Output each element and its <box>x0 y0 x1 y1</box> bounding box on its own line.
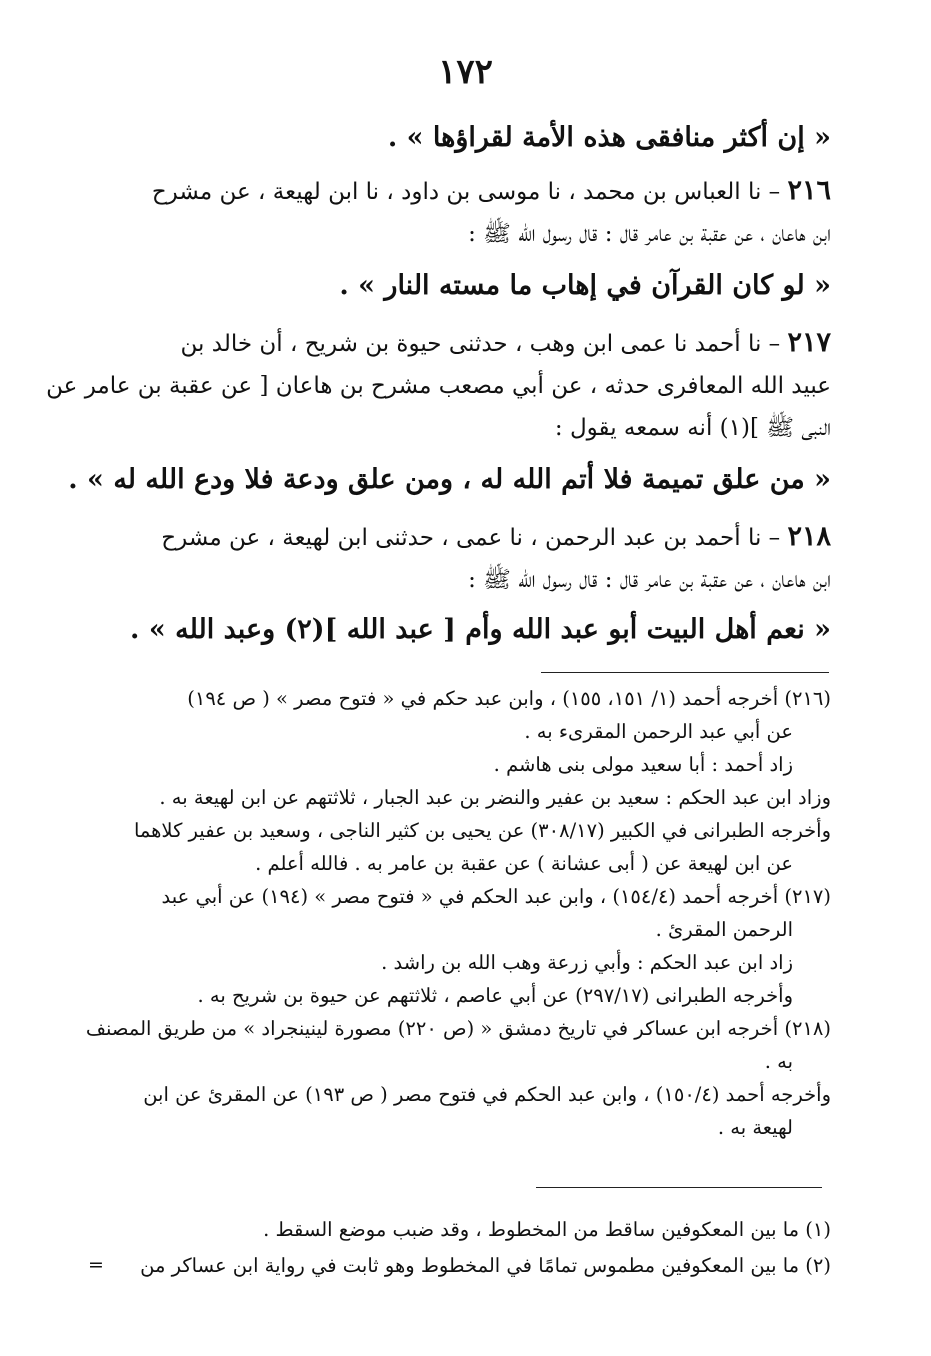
note-line: عن ابن لهيعة عن ( أبى عشانة ) عن عقبة بن عامر به . فالله أعلم . <box>255 852 793 875</box>
hadith-217-quote: « من علق تميمة فلا أتم الله له ، ومن علق ودعة فلا ودع الله له » . <box>68 464 831 495</box>
note-line: لهيعة به . <box>717 1116 793 1139</box>
hadith-218-quote: « نعم أهل البيت أبو عبد الله وأم [ عبد الله ](٢) وعبد الله » . <box>130 614 831 645</box>
hadith-217-line2: عبيد الله المعافرى حدثه ، عن أبي مصعب مشرح بن هاعان [ عن عقبة بن عامر عن <box>46 373 831 399</box>
hadith-217-line3: النبى ﷺ ](١) أنه سمعه يقول : <box>554 415 831 441</box>
note-line: عن أبي عبد الرحمن المقرىء به . <box>524 720 793 743</box>
note-line: وأخرجه أحمد (١٥٠/٤) ، وابن عبد الحكم في فتوح مصر ( ص ١٩٣) عن المقرئ عن ابن <box>143 1083 831 1106</box>
note-217: (٢١٧) أخرجه أحمد (١٥٤/٤) ، وابن عبد الحكم في « فتوح مصر » (١٩٤) عن أبي عبد <box>161 885 831 908</box>
hadith-217-line1: ٢١٧ – نا أحمد نا عمى ابن وهب ، حدثنى حيوة بن شريح ، أن خالد بن <box>180 327 831 358</box>
notes-divider <box>541 672 829 673</box>
footnote-2: (٢) ما بين المعكوفين مطموس تمامًا في المخطوط وهو ثابت في رواية ابن عساكر من <box>140 1254 831 1277</box>
hadith-218-line1: ٢١٨ – نا أحمد بن عبد الرحمن ، نا عمى ، حدثنى ابن لهيعة ، عن مشرح <box>161 521 831 552</box>
continuation-mark: = <box>88 1254 104 1276</box>
footnote-1: (١) ما بين المعكوفين ساقط من المخطوط ، وقد ضبب موضع السقط . <box>263 1218 831 1241</box>
takhrij-notes <box>71 682 831 1144</box>
hadith-217 <box>46 322 831 449</box>
page-number: ١٧٢ <box>438 52 493 92</box>
note-218: (٢١٨) أخرجه ابن عساكر في تاريخ دمشق « (ص ٢٢٠) مصورة لينينجراد » من طريق المصنف <box>85 1017 831 1040</box>
note-216: (٢١٦) أخرجه أحمد (١/ ١٥١، ١٥٥) ، وابن عبد حكم في « فتوح مصر » ( ص ١٩٤) <box>187 687 831 710</box>
note-line: وأخرجه الطبرانى (٢٩٧/١٧) عن أبي عاصم ، ثلاثتهم عن حيوة بن شريح به . <box>197 984 793 1007</box>
note-line: الرحمن المقرئ . <box>655 918 793 941</box>
hadith-216 <box>71 170 831 255</box>
footnotes <box>71 1212 831 1284</box>
hadith-216-number: ٢١٦ <box>787 175 831 206</box>
note-line: وأخرجه الطبرانى في الكبير (٣٠٨/١٧) عن يحيى بن كثير الناجى ، وسعيد بن عفير كلاهما <box>133 819 831 842</box>
hadith-216-line2: ابن هاعان ، عن عقبة بن عامر قال : قال رسول الله ﷺ : <box>468 221 831 247</box>
hadith-218-line2: ابن هاعان ، عن عقبة بن عامر قال : قال رسول الله ﷺ : <box>468 567 831 593</box>
quote-prev: « إن أكثر منافقى هذه الأمة لقراؤها » . <box>387 122 831 153</box>
note-line: وزاد ابن عبد الحكم : سعيد بن عفير والنضر بن عبد الجبار ، ثلاثتهم عن ابن لهيعة به . <box>159 786 831 809</box>
hadith-218 <box>71 516 831 601</box>
hadith-218-number: ٢١٨ <box>787 521 831 552</box>
hadith-217-number: ٢١٧ <box>787 327 831 358</box>
hadith-216-quote: « لو كان القرآن في إهاب ما مسته النار » . <box>339 270 831 301</box>
hadith-216-line1: ٢١٦ – نا العباس بن محمد ، نا موسى بن داود ، نا ابن لهيعة ، عن مشرح <box>151 175 831 206</box>
note-line: زاد ابن عبد الحكم : وأبي زرعة وهب الله بن راشد . <box>381 951 793 974</box>
footnotes-divider <box>536 1187 822 1188</box>
note-line: به . <box>764 1050 793 1073</box>
note-line: زاد أحمد : أبا سعيد مولى بنى هاشم . <box>493 753 793 776</box>
